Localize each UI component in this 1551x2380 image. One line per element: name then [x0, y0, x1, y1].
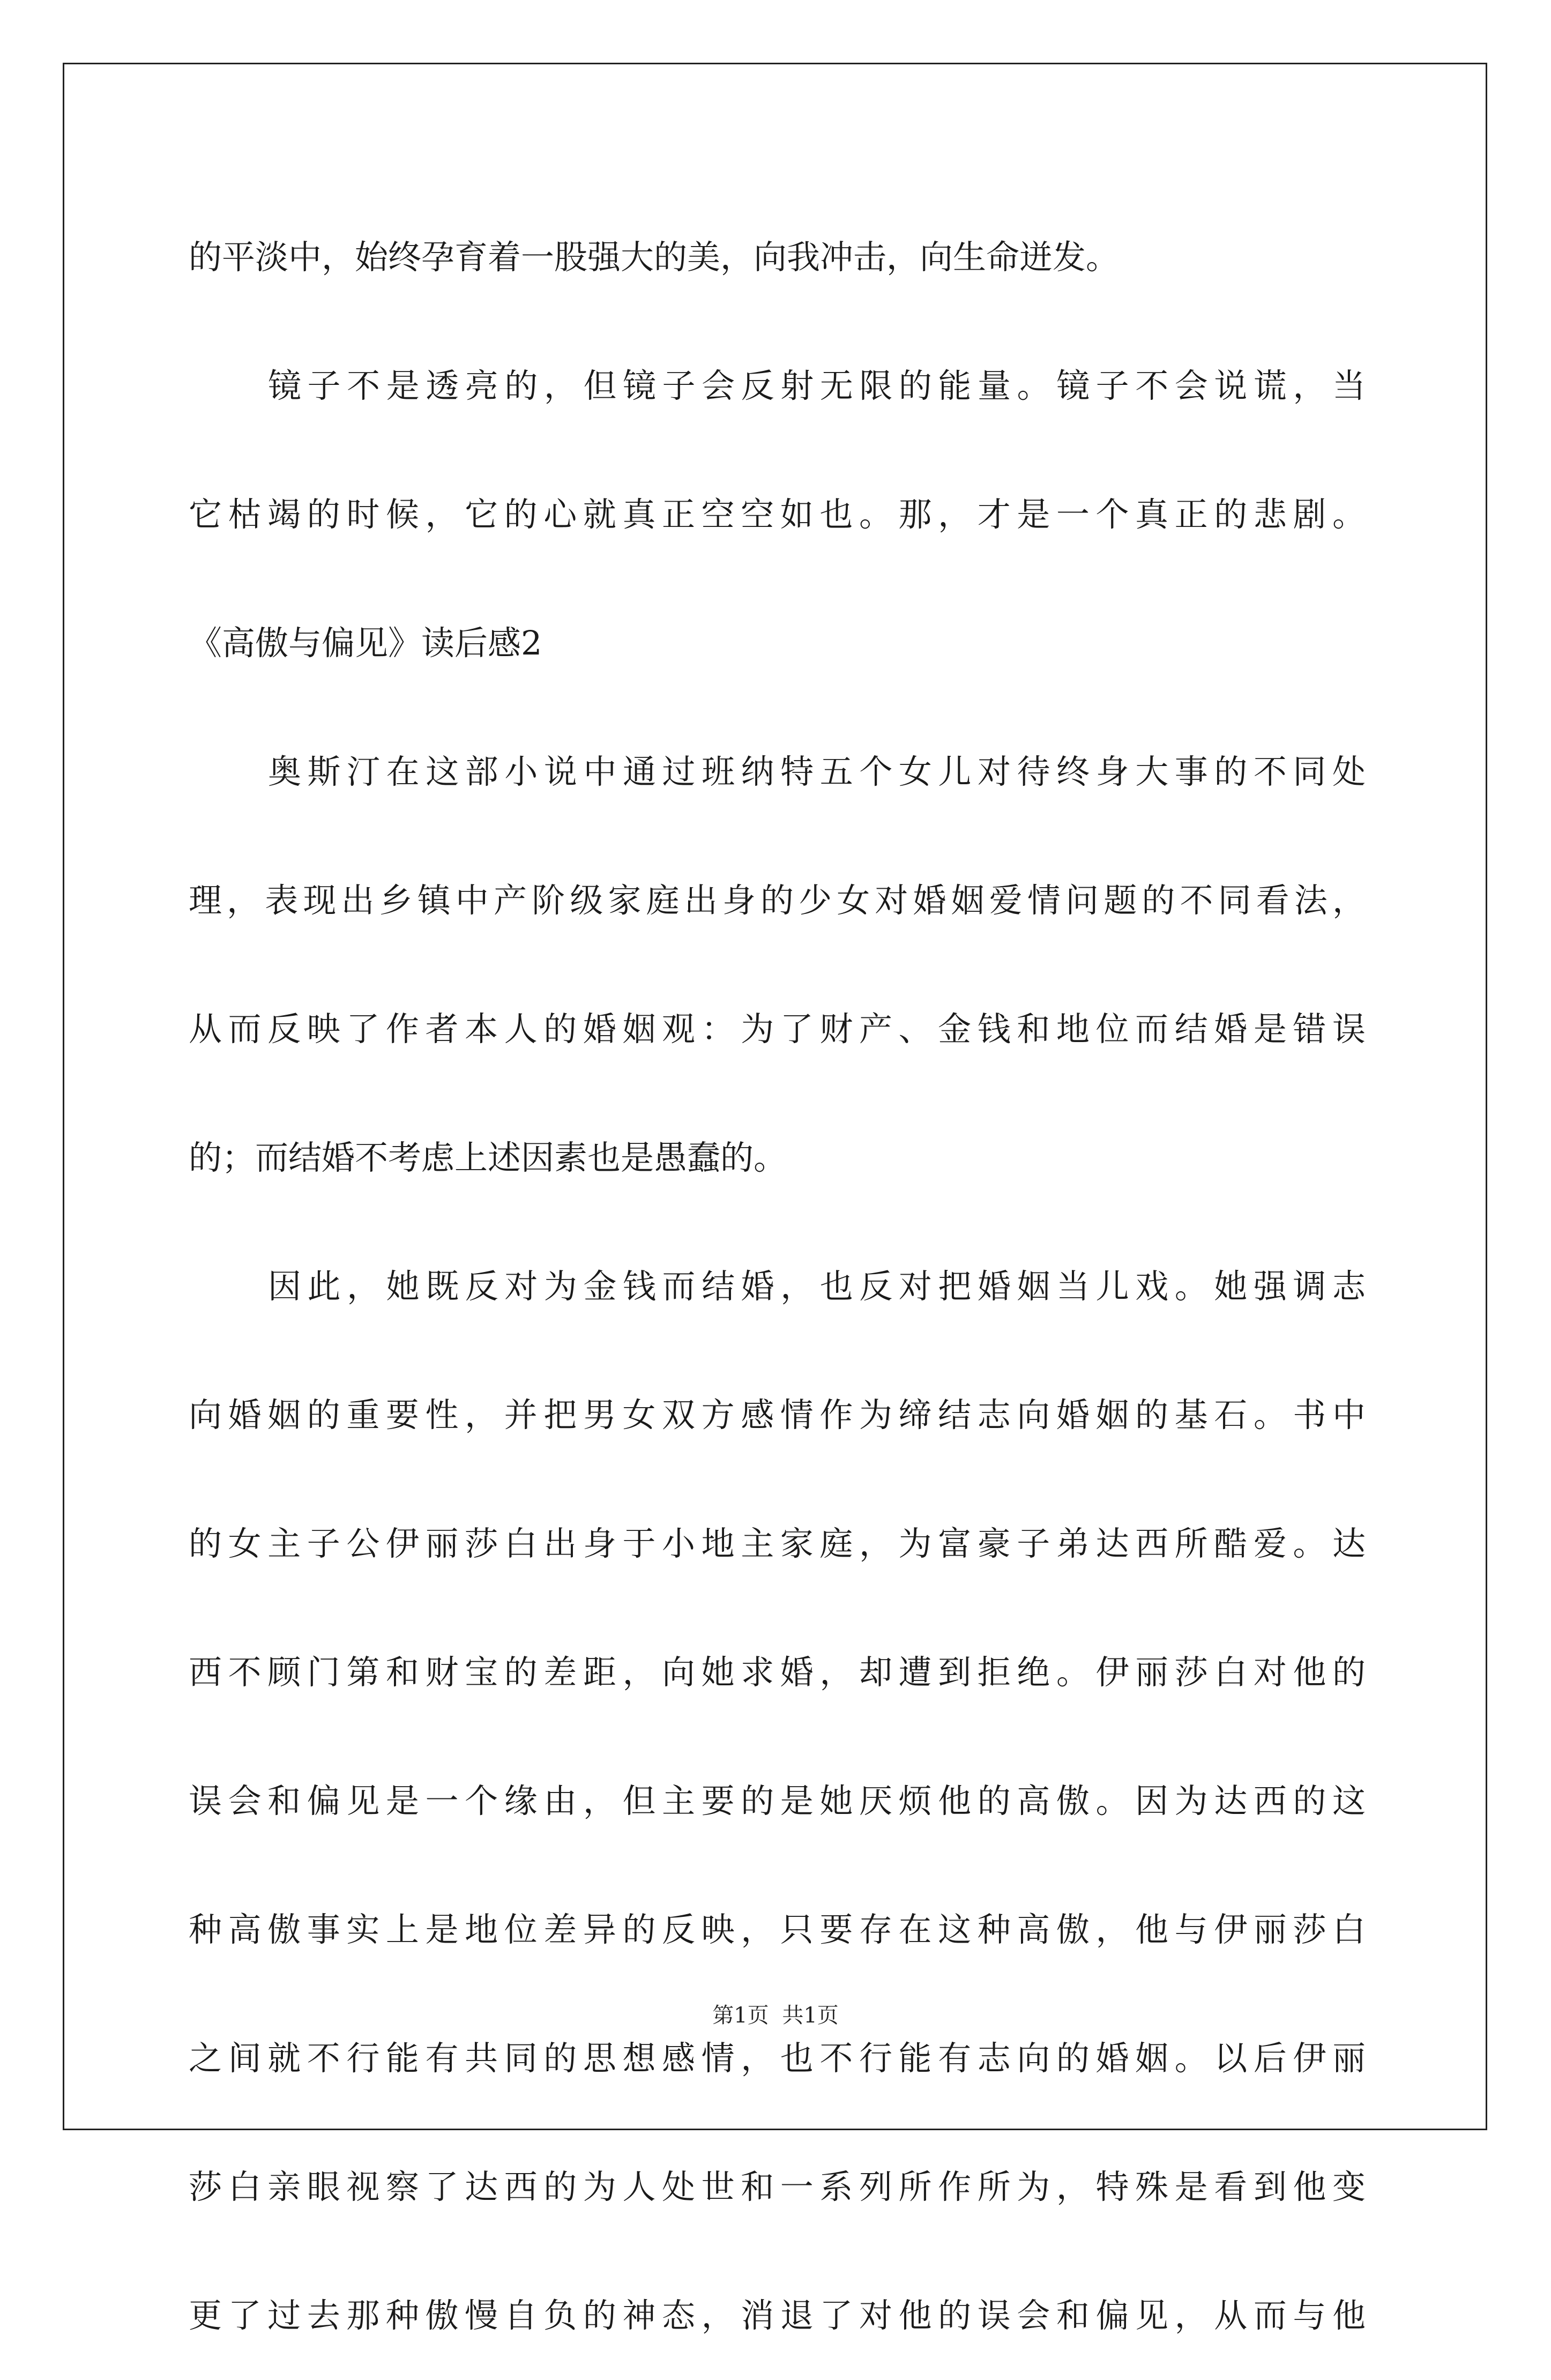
text-line: 西不顾门第和财宝的差距，向她求婚，却遭到拒绝。伊丽莎白对他的 — [189, 1653, 1366, 1692]
text-line: 种高傲事实上是地位差异的反映，只要存在这种高傲，他与伊丽莎白 — [189, 1910, 1366, 1949]
page-total: 共1页 — [782, 2003, 839, 2028]
text-line: 从而反映了作者本人的婚姻观：为了财产、金钱和地位而结婚是错误 — [189, 1009, 1366, 1048]
document-body — [189, 193, 1366, 2380]
text-line: 误会和偏见是一个缘由，但主要的是她厌烦他的高傲。因为达西的这 — [189, 1781, 1366, 1820]
text-line: 莎白亲眼视察了达西的为人处世和一系列所作所为，特殊是看到他变 — [189, 2167, 1366, 2206]
text-line: 更了过去那种傲慢自负的神态，消退了对他的误会和偏见，从而与他 — [189, 2296, 1366, 2335]
text-line: 的平淡中，始终孕育着一股强大的美，向我冲击，向生命迸发。 — [189, 237, 1120, 277]
text-line: 向婚姻的重要性，并把男女双方感情作为缔结志向婚姻的基石。书中 — [189, 1395, 1366, 1434]
section-heading: 《高傲与偏见》读后感2 — [189, 623, 542, 663]
text-line: 的女主子公伊丽莎白出身于小地主家庭，为富豪子弟达西所酷爱。达 — [189, 1524, 1366, 1563]
text-line: 的；而结婚不考虑上述因素也是愚蠢的。 — [189, 1138, 787, 1177]
page-footer — [0, 1998, 1551, 2029]
page-number: 第1页 — [712, 2003, 769, 2028]
paragraph-start-line: 奥斯汀在这部小说中通过班纳特五个女儿对待终身大事的不同处 — [268, 752, 1366, 791]
text-line: 它枯竭的时候，它的心就真正空空如也。那，才是一个真正的悲剧。 — [189, 495, 1366, 534]
paragraph-start-line: 镜子不是透亮的，但镜子会反射无限的能量。镜子不会说谎，当 — [268, 366, 1366, 405]
text-line: 理，表现出乡镇中产阶级家庭出身的少女对婚姻爱情问题的不同看法， — [189, 881, 1366, 920]
text-line: 之间就不行能有共同的思想感情，也不行能有志向的婚姻。以后伊丽 — [189, 2039, 1366, 2078]
paragraph-start-line: 因此，她既反对为金钱而结婚，也反对把婚姻当儿戏。她强调志 — [268, 1267, 1366, 1306]
